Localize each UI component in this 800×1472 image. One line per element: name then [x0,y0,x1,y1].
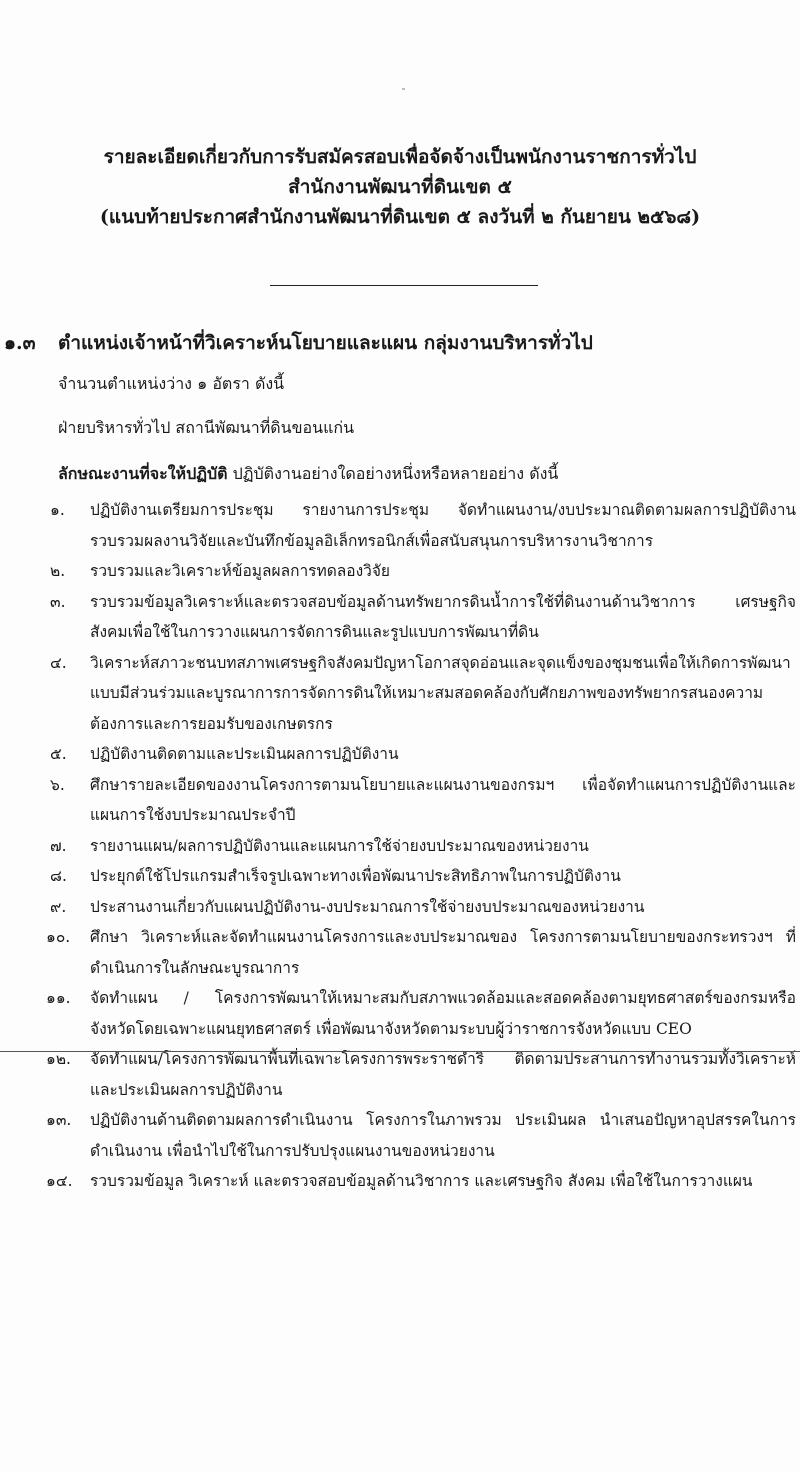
duty-number: ๑๓. [46,1111,72,1129]
scan-speck [402,88,405,90]
duty-item [0,770,800,831]
duty-number: ๑๔. [46,1172,73,1190]
duty-item [0,1105,800,1166]
header-divider [270,285,538,286]
duty-item [0,739,800,770]
duty-text: จัดทำแผน / โครงการพัฒนาให้เหมาะสมกับสภาพแวดล้อมและสอดคล้องตามยุทธศาสตร์ของกรมหรือจังหวัดโดยเฉพาะแผนยุทธศาสตร์ เพื่อพัฒนาจังหวัดตามระบบผู้ว่าราชการจังหวัดแบบ CEO [90,989,796,1038]
duty-number: ๑๑. [46,989,71,1007]
section-number: ๑.๓ [4,332,36,354]
duties-list [0,495,800,1197]
duty-item [0,1044,800,1105]
duty-item [0,922,800,983]
duty-text: ปฏิบัติงานติดตามและประเมินผลการปฏิบัติงาน [90,745,399,763]
duty-number: ๗. [50,836,67,855]
duty-text: จัดทำแผน/โครงการพัฒนาพื้นที่เฉพาะโครงการพระราชดำริ ติดตามประสานการทำงานรวมทั้งวิเคราะห์และประเมินผลการปฏิบัติงาน [90,1050,796,1099]
vacancy-line: จำนวนตำแหน่งว่าง ๑ อัตรา ดังนี้ [58,374,285,393]
duty-item [0,556,800,587]
duties-heading-bold: ลักษณะงานที่จะให้ปฏิบัติ [58,464,228,483]
duty-item [0,1166,800,1197]
duty-item [0,892,800,923]
duty-item [0,648,800,740]
duty-text: รวบรวมและวิเคราะห์ข้อมูลผลการทดลองวิจัย [90,562,391,580]
duty-item [0,831,800,862]
duties-heading [58,462,558,487]
duty-number: ๒. [50,562,66,580]
duty-text: ปฏิบัติงานด้านติดตามผลการดำเนินงาน โครงการในภาพรวม ประเมินผล นำเสนอปัญหาอุปสรรคในการดำเนินงาน เพื่อนำไปใช้ในการปรับปรุงแผนงานของหน่วยงาน [90,1111,796,1160]
duty-text: รายงานแผน/ผลการปฏิบัติงานและแผนการใช้จ่ายงบประมาณของหน่วยงาน [90,836,589,855]
document-header [40,142,760,232]
duty-number: ๑๒. [46,1050,71,1068]
duty-text: รวบรวมข้อมูล วิเคราะห์ และตรวจสอบข้อมูลด้านวิชาการ และเศรษฐกิจ สังคม เพื่อใช้ในการวางแผน [90,1172,753,1190]
header-line-2: สำนักงานพัฒนาที่ดินเขต ๕ [288,176,512,198]
duty-number: ๑๐. [46,928,71,946]
duty-number: ๔. [50,653,67,672]
duties-heading-rest: ปฏิบัติงานอย่างใดอย่างหนึ่งหรือหลายอย่าง ดังนี้ [227,464,559,483]
duty-text: ประยุกต์ใช้โปรแกรมสำเร็จรูปเฉพาะทางเพื่อพัฒนาประสิทธิภาพในการปฏิบัติงาน [90,867,621,885]
duty-item [0,495,800,556]
duty-number: ๖. [50,775,65,794]
section-heading [4,328,593,358]
header-line-1: รายละเอียดเกี่ยวกับการรับสมัครสอบเพื่อจัดจ้างเป็นพนักงานราชการทั่วไป [103,146,697,168]
duty-number: ๘. [50,867,67,885]
header-line-3: (แนบท้ายประกาศสำนักงานพัฒนาที่ดินเขต ๕ ลงวันที่ ๒ กันยายน ๒๕๖๘) [99,206,701,228]
duty-text: วิเคราะห์สภาวะชนบทสภาพเศรษฐกิจสังคมปัญหาโอกาสจุดอ่อนและจุดแข็งของชุมชนเพื่อให้เกิดการพัฒนาแบบมีส่วนร่วมและบูรณาการการจัดการดินให้เหมาะสมสอดคล้องกับศักยภาพของทรัพยากรสนองความต้องการและการยอมรับของเกษตรกร [90,653,791,733]
duty-text: ประสานงานเกี่ยวกับแผนปฏิบัติงาน-งบประมาณการใช้จ่ายงบประมาณของหน่วยงาน [90,897,645,916]
scan-crease-line [0,1051,800,1052]
duty-text: รวบรวมข้อมูลวิเคราะห์และตรวจสอบข้อมูลด้านทรัพยากรดินน้ำการใช้ที่ดินงานด้านวิชาการ เศรษฐกิจสังคมเพื่อใช้ในการวางแผนการจัดการดินและรูปแบบการพัฒนาที่ดิน [90,592,796,641]
duty-item [0,861,800,892]
duty-item [0,587,800,648]
section-title: ตำแหน่งเจ้าหน้าที่วิเคราะห์นโยบายและแผน กลุ่มงานบริหารทั่วไป [58,332,593,354]
duty-number: ๑. [50,501,65,519]
duty-text: ศึกษา วิเคราะห์และจัดทำแผนงานโครงการและงบประมาณของ โครงการตามนโยบายของกระทรวงฯ ที่ดำเนินการในลักษณะบูรณาการ [90,928,796,977]
duty-text: ศึกษารายละเอียดของงานโครงการตามนโยบายและแผนงานของกรมฯ เพื่อจัดทำแผนการปฏิบัติงานและแผนการใช้งบประมาณประจำปี [90,775,796,824]
duty-number: ๓. [50,592,66,611]
duty-number: ๙. [50,897,67,916]
duty-number: ๕. [50,745,67,763]
duty-item [0,983,800,1044]
unit-line: ฝ่ายบริหารทั่วไป สถานีพัฒนาที่ดินขอนแก่น [58,418,355,437]
duty-text: ปฏิบัติงานเตรียมการประชุม รายงานการประชุม จัดทำแผนงาน/งบประมาณติดตามผลการปฏิบัติงาน รวบรวมผลงานวิจัยและบันทึกข้อมูลอิเล็กทรอนิกส์เพื่อสนับสนุนการบริหารงานวิชาการ [90,501,796,550]
